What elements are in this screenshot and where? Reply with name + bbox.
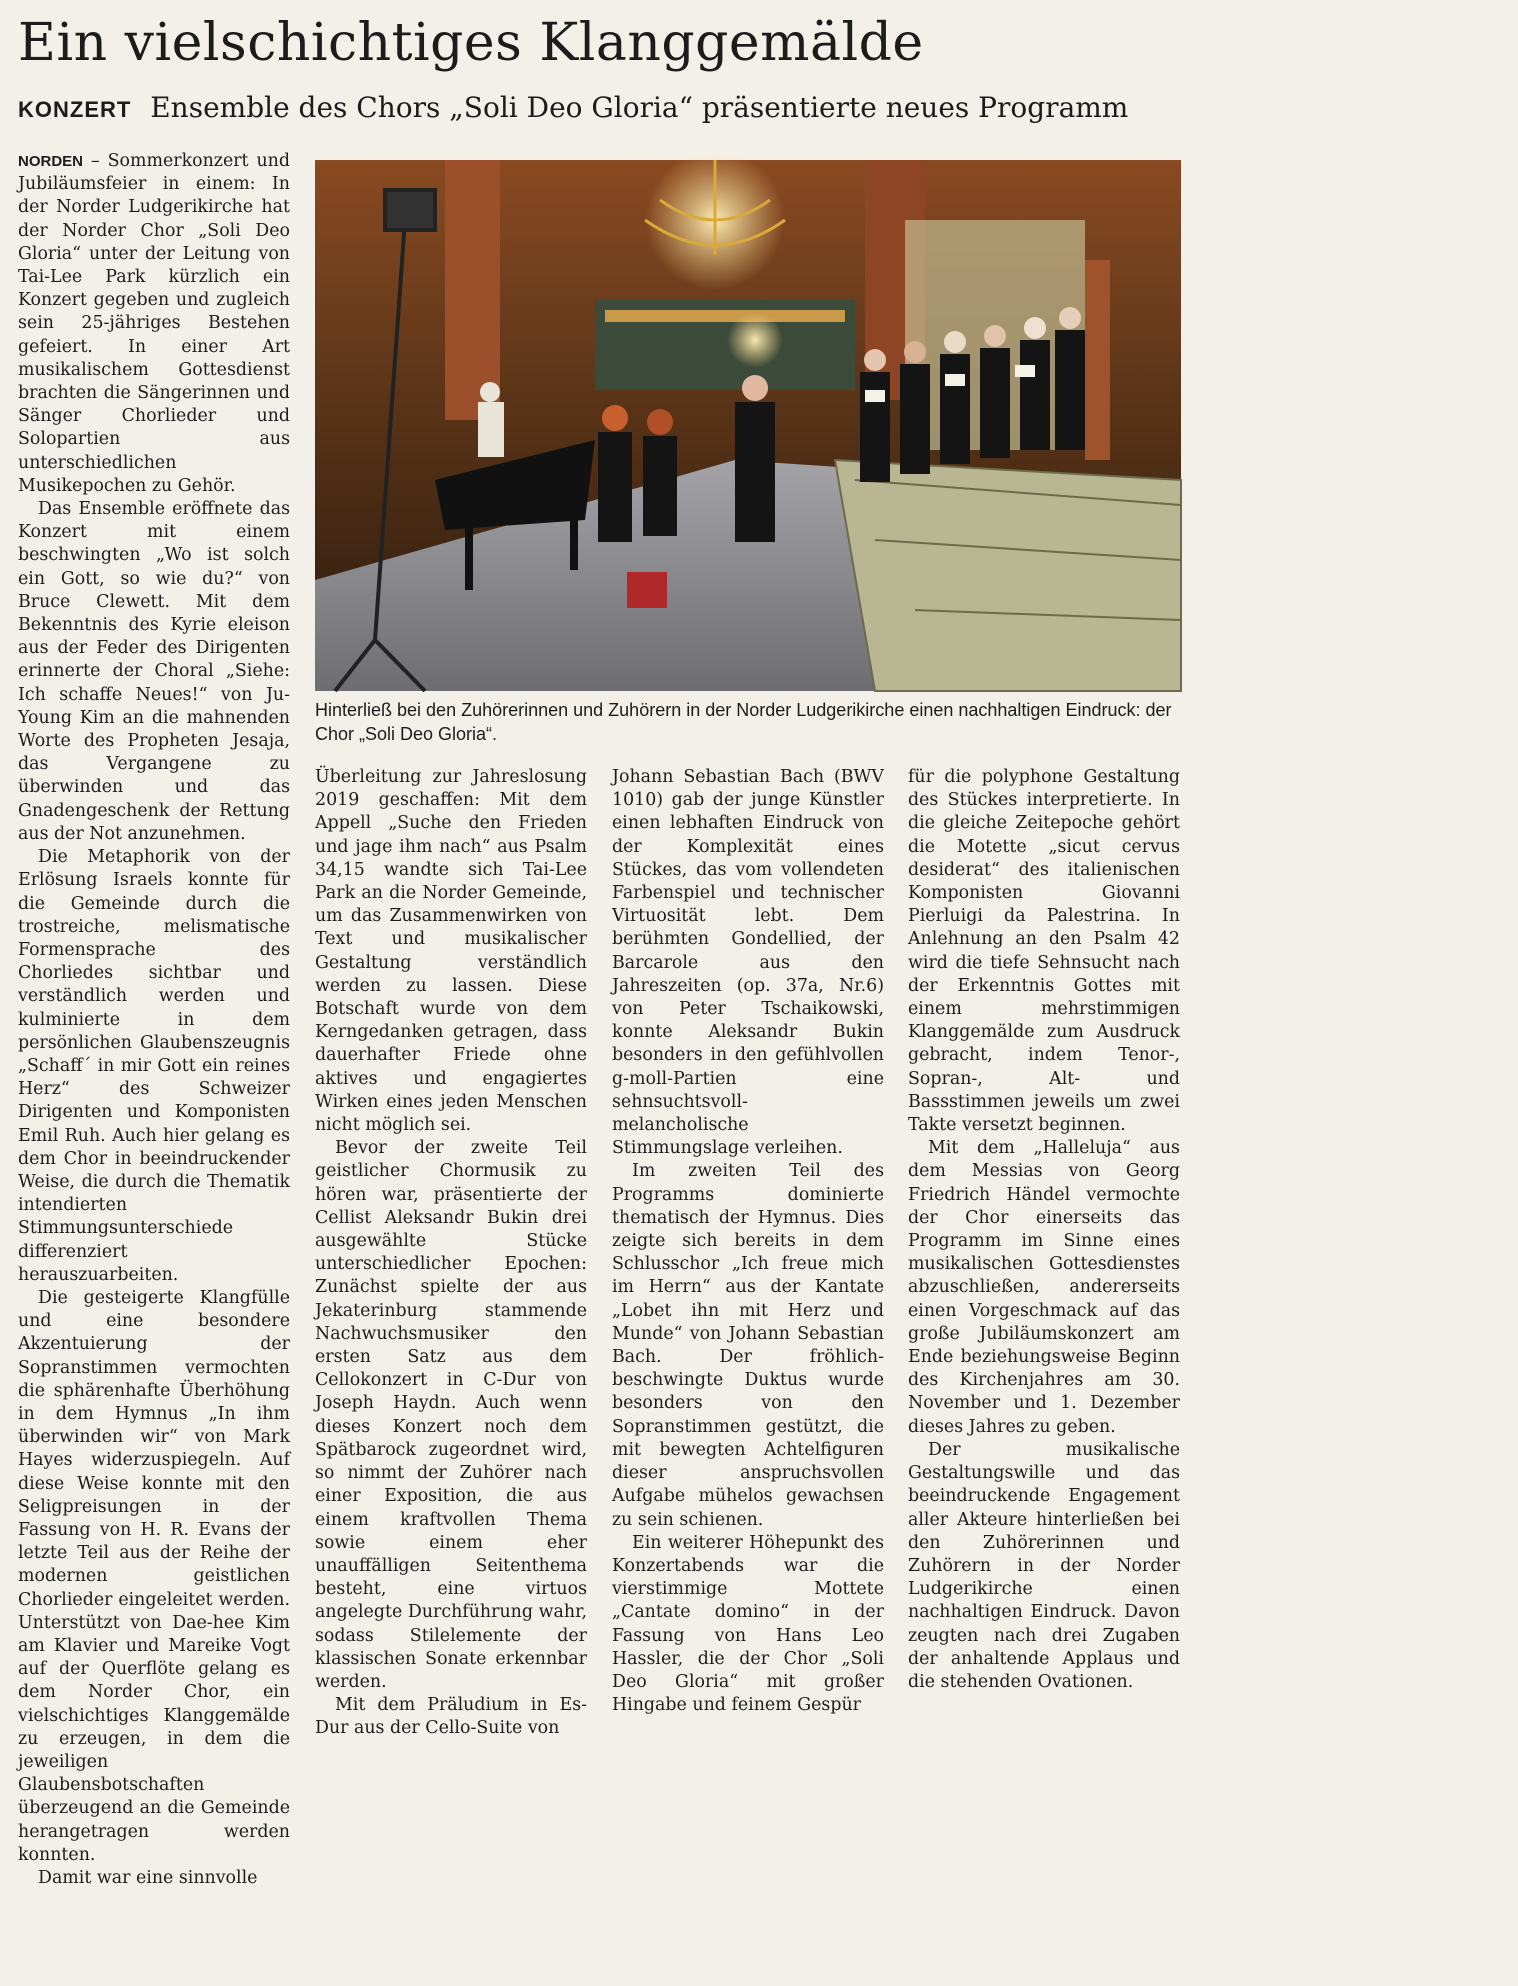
paragraph: Damit war eine sinnvolle	[38, 1868, 258, 1889]
paragraph: Im zweiten Teil des Programms dominierte thematisch der Hymnus. Dies zeigte sich bereits in dem Schlusschor „Ich freue mich im Herrn“ aus der Kantate „Lobet ihn mit Herz und Munde“ von Johann Sebastian Bach. Der fröhlich-beschwingte Duktus wurde besonders von den Sopranstimmen gestützt, die mit bewegten Achtelfiguren dieser anspruchsvollen Aufgabe mühelos gewachsen zu sein schienen.	[612, 1161, 884, 1530]
subheadline-row	[18, 88, 1188, 130]
paragraph: für die polyphone Gestaltung des Stückes interpretierte. In die gleiche Zeitepoche gehört die Motette „sicut cervus desiderat“ des italienischen Komponisten Giovanni Pierluigi da Palestrina. In Anlehnung an den Psalm 42 wird die tiefe Sehnsucht nach der Erkenntnis Gottes mit einem mehrstimmigen Klanggemälde zum Ausdruck gebracht, indem Tenor-, Sopran-, Alt- und Bassstimmen jeweils um zwei Takte versetzt beginnen.	[908, 767, 1180, 1136]
paragraph: Überleitung zur Jahreslosung 2019 geschaffen: Mit dem Appell „Suche den Frieden und jage ihm nach“ aus Psalm 34,15 wandte sich Tai-Lee Park an die Norder Gemeinde, um das Zusammenwirken von Text und musikalischer Gestaltung verständlich werden zu lassen. Diese Botschaft wurde von dem Kerngedanken getragen, dass dauerhafter Friede ohne aktives und engagiertes Wirken eines jeden Menschen nicht möglich sei.	[315, 767, 587, 1136]
paragraph: Die gesteigerte Klangfülle und eine besondere Akzentuierung der Sopranstimmen vermochten die sphärenhafte Überhöhung in dem Hymnus „In ihm überwinden wir“ von Mark Hayes widerzuspiegeln. Auf diese Weise konnte mit den Seligpreisungen in der Fassung von H. R. Evans der letzte Teil aus der Reihe der modernen geistlichen Chorlieder eingeleitet werden. Unterstützt von Dae-hee Kim am Klavier und Mareike Vogt auf der Querflöte gelang es dem Norder Chor, ein vielschichtiges Klanggemälde zu erzeugen, in dem die jeweiligen Glaubensbotschaften überzeugend an die Gemeinde herangetragen werden konnten.	[18, 1287, 290, 1865]
paragraph: Bevor der zweite Teil geistlicher Chormusik zu hören war, präsentierte der Cellist Aleksandr Bukin drei ausgewählte Stücke unterschiedlicher Epochen: Zunächst spielte der aus Jekaterinburg stammende Nachwuchsmusiker den ersten Satz aus dem Cellokonzert in C-Dur von Joseph Haydn. Auch wenn dieses Konzert noch dem Spätbarock zugeordnet wird, so nimmt der Zuhörer nach einer Exposition, die aus einem kraftvollen Thema sowie einem eher unauffälligen Seitenthema besteht, eine virtuos angelegte Durchführung wahr, sodass Stilelemente der klassischen Sonate erkennbar werden.	[315, 1138, 587, 1692]
dateline: NORDEN	[18, 153, 84, 170]
article-column-3	[612, 766, 884, 1716]
paragraph: Das Ensemble eröffnete das Konzert mit einem beschwingten „Wo ist solch ein Gott, so wie du?“ von Bruce Clewett. Mit dem Bekenntnis des Kyrie eleison aus der Feder des Dirigenten erinnerte der Choral „Siehe: Ich schaffe Neues!“ von Ju-Young Kim an die mahnenden Worte des Propheten Jesaja, das Vergangene zu überwinden und das Gnadengeschenk der Rettung aus der Not anzunehmen.	[18, 499, 290, 844]
red-bag	[627, 572, 667, 608]
paragraph: Johann Sebastian Bach (BWV 1010) gab der junge Künstler einen lebhaften Eindruck von der Komplexität eines Stückes, das vom vollendeten Farbenspiel und technischer Virtuosität lebt. Dem berühmten Gondellied, der Barcarole aus den Jahreszeiten (op. 37a, Nr.6) von Peter Tschaikowski, konnte Aleksandr Bukin besonders in den gefühlvollen g-moll-Partien eine sehnsuchtsvoll-melancholische Stimmungslage verleihen.	[612, 767, 884, 1159]
article-column-2	[315, 766, 587, 1739]
paragraph: Die Metaphorik von der Erlösung Israels konnte für die Gemeinde durch die trostreiche, melismatische Formensprache des Chorliedes sichtbar und verständlich werden und kulminierte in dem persönlichen Glaubenszeugnis „Schaff´ in mir Gott ein reines Herz“ des Schweizer Dirigenten und Komponisten Emil Ruh. Auch hier gelang es dem Chor in beeindruckender Weise, die durch die Thematik intendierten Stimmungsunterschiede differenziert herauszuarbeiten.	[18, 847, 290, 1285]
concert-photo	[315, 160, 1181, 691]
article-column-1	[18, 150, 291, 1889]
paragraph-text: – Sommerkonzert und Jubiläumsfeier in einem: In der Norder Ludgerikirche hat der Norder Chor „Soli Deo Gloria“ unter der Leitung von Tai-Lee Park kürzlich ein Konzert gegeben und zugleich sein 25-jähriges Bestehen gefeiert. In einer Art musikalischem Gottesdienst brachten die Sängerinnen und Sänger Chorlieder und Solopartien aus unterschiedlichen Musikepochen zu Gehör.	[18, 151, 291, 496]
chandelier-small	[727, 312, 783, 368]
pillar-left	[445, 160, 500, 420]
article-column-4	[908, 766, 1180, 1692]
headline: Ein vielschichtiges Klanggemälde	[18, 13, 924, 73]
church-choir-illustration	[315, 160, 1181, 691]
paragraph: Mit dem „Halleluja“ aus dem Messias von Georg Friedrich Händel vermochte der Chor einerseits das Programm im Sinne eines musikalischen Gottesdienstes abzuschließen, andererseits einen Vorgeschmack auf das große Jubiläumskonzert am Ende beziehungsweise Beginn des Kirchenjahres am 30. November und 1. Dezember dieses Jahres zu geben.	[908, 1138, 1180, 1437]
paragraph	[18, 150, 290, 498]
pews	[835, 460, 1181, 691]
kicker: KONZERT	[18, 97, 132, 122]
paragraph: Ein weiterer Höhepunkt des Konzertabends war die vierstimmige Mottete „Cantate domino“ in der Fassung von Hans Leo Hassler, die der Chor „Soli Deo Gloria“ mit großer Hingabe und feinem Gespür	[612, 1532, 884, 1716]
chandelier	[645, 150, 785, 290]
photo-caption: Hinterließ bei den Zuhörerinnen und Zuhörern in der Norder Ludgerikirche einen nachhaltigen Eindruck: der Chor „Soli Deo Gloria“.	[315, 700, 1172, 744]
paragraph: Der musikalische Gestaltungswille und das beeindruckende Engagement aller Akteure hinterließen bei den Zuhörerinnen und Zuhörern in der Norder Ludgerikirche einen nachhaltigen Eindruck. Davon zeugten nach drei Zugaben der anhaltende Applaus und die stehenden Ovationen.	[908, 1439, 1180, 1692]
subheadline: Ensemble des Chors „Soli Deo Gloria“ präsentierte neues Programm	[150, 91, 1129, 124]
pillar-far-right	[1085, 260, 1110, 460]
paragraph: Mit dem Präludium in Es-Dur aus der Cello-Suite von	[315, 1695, 587, 1739]
